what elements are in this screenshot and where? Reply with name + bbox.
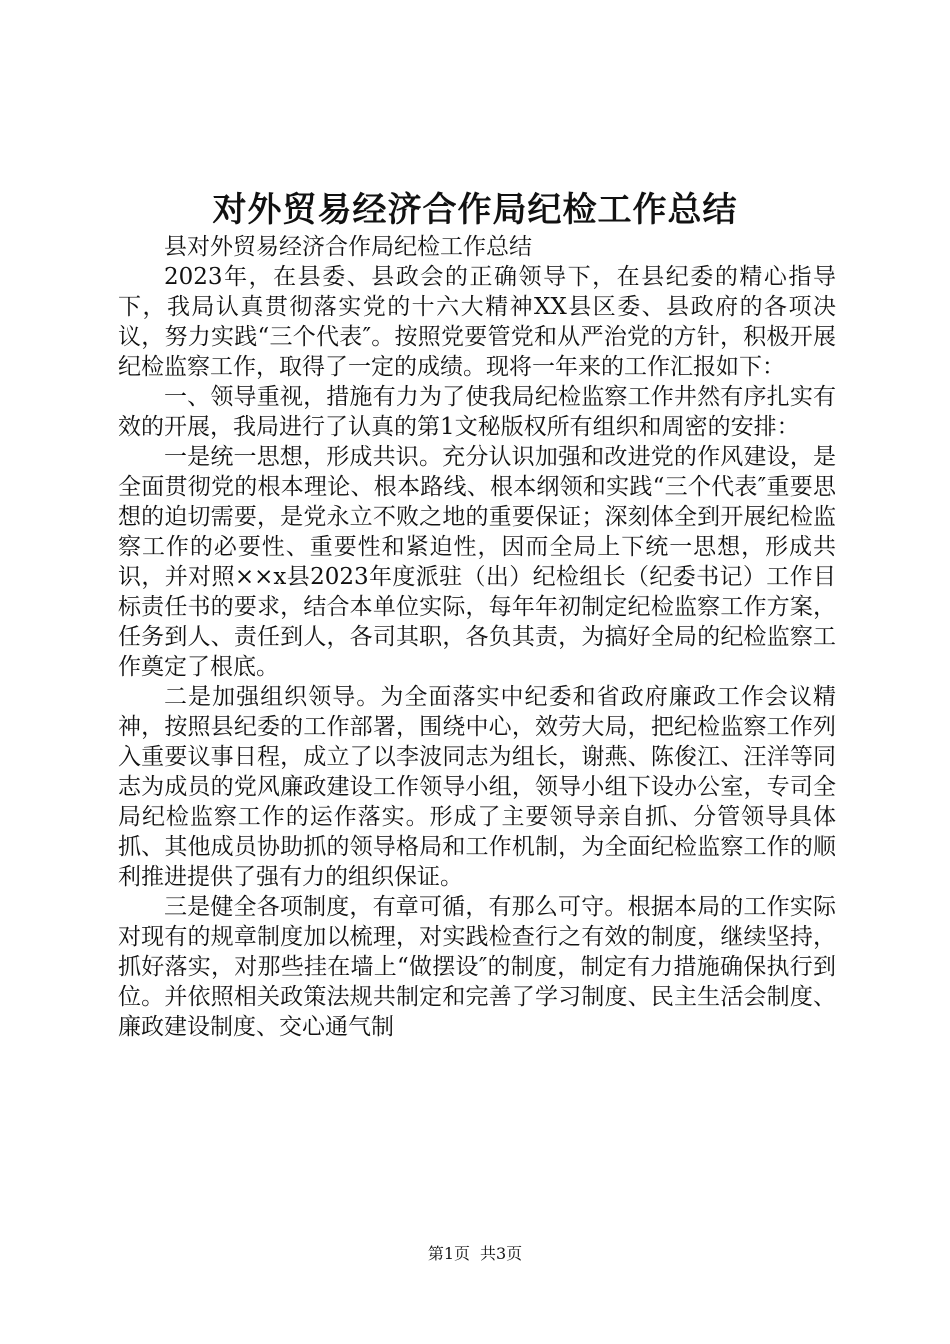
- section-one-paragraph: 一、领导重视，措施有力为了使我局纪检监察工作井然有序扎实有效的开展，我局进行了认真的第1文秘版权所有组织和周密的安排：: [118, 384, 836, 440]
- intro-paragraph: 2023年，在县委、县政会的正确领导下，在县纪委的精心指导下，我局认真贯彻落实党的十六大精神XX县区委、县政府的各项决议，努力实践“三个代表″。按照党要管党和从严治党的方针，积极开展纪检监察工作，取得了一定的成绩。现将一年来的工作汇报如下：: [118, 264, 836, 380]
- page-number: 第1页: [427, 1244, 470, 1263]
- subtitle-paragraph: 县对外贸易经济合作局纪检工作总结: [164, 234, 532, 260]
- page-total: 共3页: [480, 1244, 523, 1263]
- unify-thinking-paragraph: 一是统一思想，形成共识。充分认识加强和改进党的作风建设，是全面贯彻党的根本理论、根本路线、根本纲领和实践“三个代表″重要思想的迫切需要，是党永立不败之地的重要保证；深刻体全到开展纪检监察工作的必要性、重要性和紧迫性，因而全局上下统一思想，形成共识，并对照××x县2023年度派驻（出）纪检组长（纪委书记）工作目标责任书的要求，结合本单位实际，每年年初制定纪检监察工作方案，任务到人、责任到人，各司其职，各负其责，为搞好全局的纪检监察工作奠定了根底。: [118, 444, 836, 680]
- organization-leadership-paragraph: 二是加强组织领导。为全面落实中纪委和省政府廉政工作会议精神，按照县纪委的工作部署，围绕中心，效劳大局，把纪检监察工作列入重要议事日程，成立了以李波同志为组长，谢燕、陈俊江、汪洋等同志为成员的党风廉政建设工作领导小组，领导小组下设办公室，专司全局纪检监察工作的运作落实。形成了主要领导亲自抓、分管领导具体抓、其他成员协助抓的领导格局和工作机制，为全面纪检监察工作的顺利推进提供了强有力的组织保证。: [118, 684, 836, 890]
- document-title: 对外贸易经济合作局纪检工作总结: [212, 190, 738, 230]
- page-footer: [0, 1243, 950, 1265]
- document-body: [118, 232, 836, 1042]
- rules-system-paragraph: 三是健全各项制度，有章可循，有那么可守。根据本局的工作实际对现有的规章制度加以梳理，对实践检查行之有效的制度，继续坚持，抓好落实，对那些挂在墙上“做摆设″的制度，制定有力措施确保执行到位。并依照相关政策法规共制定和完善了学习制度、民主生活会制度、廉政建设制度、交心通气制: [118, 894, 836, 1040]
